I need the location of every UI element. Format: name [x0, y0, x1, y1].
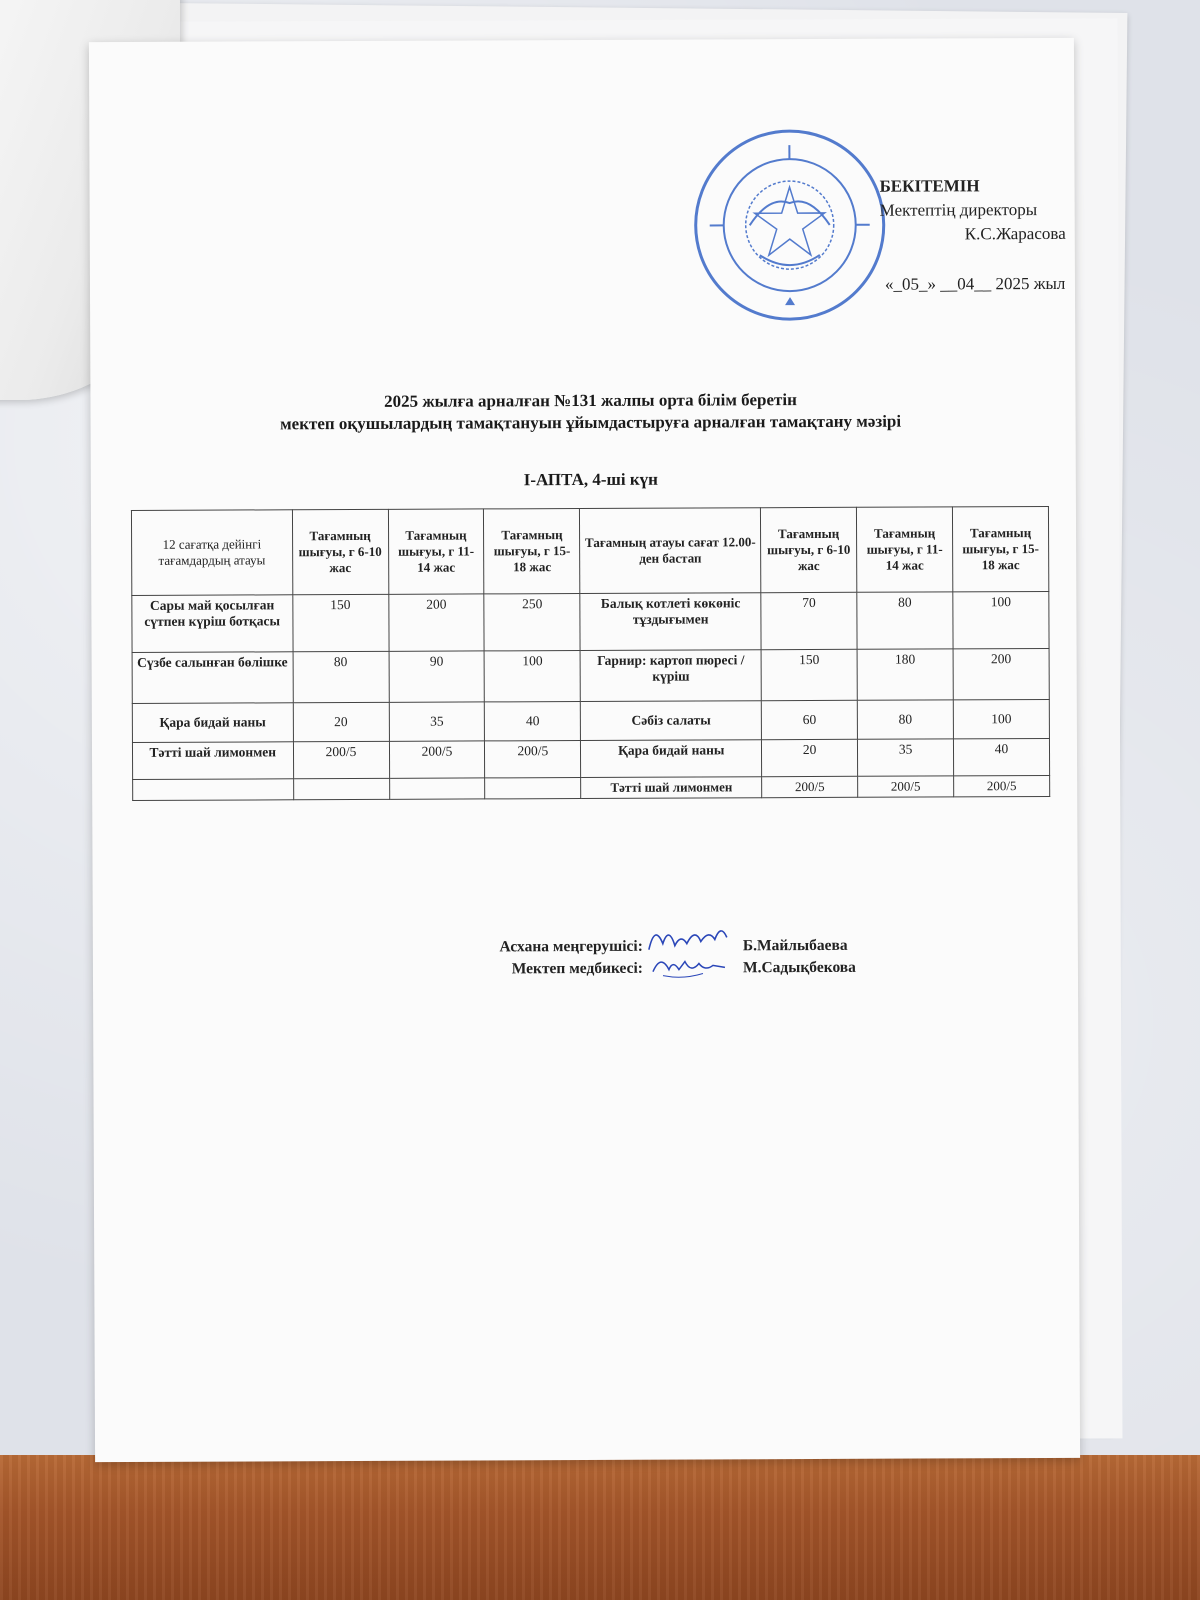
header-cell: 12 сағатқа дейінгі тағамдардың атауы [131, 510, 292, 596]
table-header-row [131, 506, 1048, 595]
header-cell: Тағамның шығуы, г 6-10 жас [761, 507, 857, 592]
table-row [132, 699, 1049, 742]
table-cell: 180 [857, 649, 953, 700]
table-cell: 90 [389, 651, 485, 702]
table-cell: 20 [293, 702, 389, 741]
table-cell: 80 [293, 651, 389, 702]
table-cell: 200/5 [858, 776, 954, 797]
table-cell: Балық котлеті көкөніс тұздығымен [580, 593, 761, 651]
nurse-name: М.Садықбекова [742, 958, 856, 977]
director-name: К.С.Жарасова [964, 223, 1066, 244]
table-cell: Қара бидай наны [132, 703, 293, 743]
table-cell [133, 779, 294, 801]
director-position: Мектептің директоры [879, 200, 1038, 220]
week-day-heading: І-АПТА, 4-ші күн [523, 469, 658, 490]
table-cell: 70 [761, 592, 857, 649]
table-cell: 35 [389, 702, 485, 741]
table-cell: 200/5 [954, 775, 1050, 796]
table-row [133, 775, 1050, 800]
table-row [132, 648, 1049, 703]
table-cell: Тәтті шай лимонмен [132, 742, 293, 780]
table-cell: Сары май қосылған сүтпен күріш ботқасы [132, 595, 293, 653]
header-cell: Тағамның шығуы, г 6-10 жас [292, 509, 388, 594]
menu-table [131, 506, 1050, 801]
header-cell: Тағамның шығуы, г 11-14 жас [388, 509, 484, 594]
table-cell: 200/5 [389, 741, 485, 778]
table-cell [485, 778, 581, 799]
table-cell: 200/5 [762, 776, 858, 797]
document-title [150, 388, 1030, 436]
table-cell: Гарнир: картоп пюресі / күріш [580, 650, 761, 702]
nurse-signature-icon [643, 957, 743, 979]
table-cell: 40 [485, 702, 581, 741]
table-cell: Қара бидай наны [581, 740, 762, 778]
table-row [132, 738, 1049, 779]
approval-date: «_05_» __04__ 2025 жыл [884, 273, 1066, 294]
table-cell: 200/5 [485, 741, 581, 778]
table-cell: 150 [761, 649, 857, 700]
title-line-2: мектеп оқушылардың тамақтануын ұйымдастыруға арналған тамақтану мәзірі [280, 411, 902, 434]
table-cell: 200 [388, 594, 484, 651]
table-cell [293, 778, 389, 799]
table-cell: 80 [857, 700, 953, 739]
menu-document-page [89, 38, 1080, 1462]
header-cell: Тағамның шығуы, г 15-18 жас [484, 509, 580, 594]
table-cell: 80 [857, 592, 953, 649]
cook-name: Б.Майлыбаева [742, 936, 848, 955]
approval-title: БЕКІТЕМІН [879, 176, 980, 196]
table-cell: 250 [484, 594, 580, 651]
table-cell: 35 [858, 739, 954, 776]
table-cell: 20 [762, 739, 858, 776]
signature-block [423, 935, 883, 981]
approval-block [794, 174, 1075, 297]
table-row [132, 591, 1049, 652]
table-cell: 40 [953, 738, 1049, 775]
table-cell: Сәбіз салаты [581, 701, 762, 741]
table-cell: 60 [761, 700, 857, 739]
table-cell: 100 [485, 651, 581, 702]
table-cell: 200/5 [293, 741, 389, 778]
table-cell: 100 [953, 591, 1049, 648]
table-cell: Тәтті шай лимонмен [581, 777, 762, 799]
title-line-1: 2025 жылға арналған №131 жалпы орта білім беретін [384, 390, 797, 411]
header-cell: Тағамның шығуы, г 11-14 жас [857, 507, 953, 592]
nurse-label: Мектеп медбикесі: [511, 959, 643, 978]
cook-label: Асхана меңгерушісі: [499, 937, 643, 956]
nurse-signature-row [423, 957, 883, 981]
table-cell [389, 778, 485, 799]
table-cell: 150 [292, 594, 388, 651]
header-cell: Тағамның шығуы, г 15-18 жас [952, 506, 1048, 591]
table-cell: 200 [953, 648, 1049, 699]
table-cell: 100 [953, 699, 1049, 738]
header-cell: Тағамның атауы сағат 12.00-ден бастап [580, 508, 761, 594]
wooden-desk [0, 1455, 1200, 1600]
table-cell: Сүзбе салынған бөлішке [132, 652, 293, 704]
